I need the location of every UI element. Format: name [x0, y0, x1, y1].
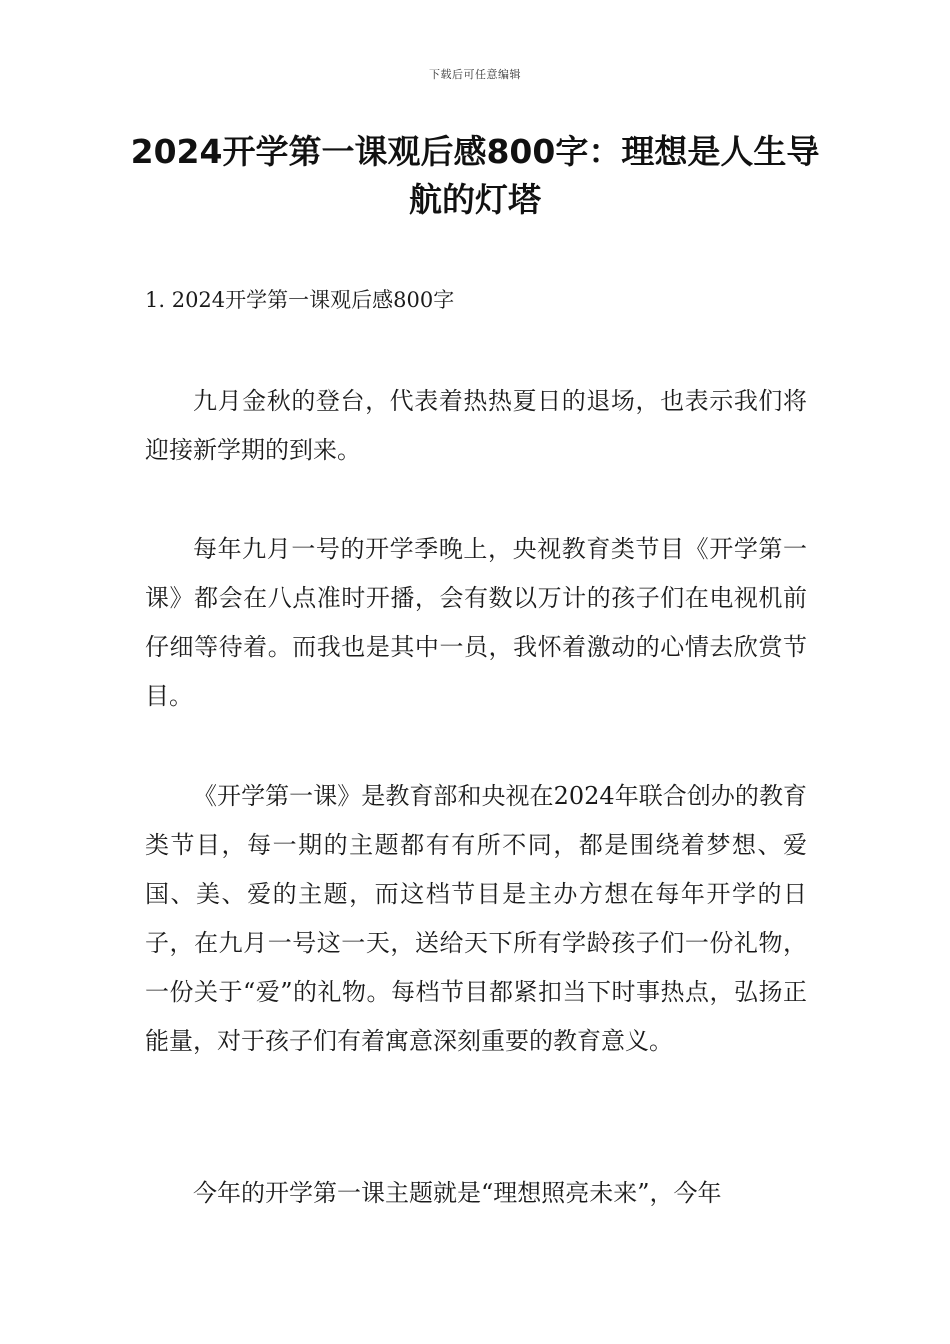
- paragraph-1: 九月金秋的登台，代表着热热夏日的退场，也表示我们将迎接新学期的到来。: [145, 387, 807, 464]
- document-title: 2024开学第一课观后感800字：理想是人生导航的灯塔: [130, 132, 820, 219]
- paragraph-4: 今年的开学第一课主题就是“理想照亮未来”，今年: [193, 1179, 722, 1207]
- paragraph-3: 《开学第一课》是教育部和央视在2024年联合创办的教育类节目，每一期的主题都有有所不同，都是围绕着梦想、爱国、美、爱的主题，而这档节目是主办方想在每年开学的日子，在九月一号这一天，送给天下所有学龄孩子们一份礼物，一份关于“爱”的礼物。每档节目都紧扣当下时事热点，弘扬正能量，对于孩子们有着寓意深刻重要的教育意义。: [145, 782, 807, 1055]
- section-heading: 1. 2024开学第一课观后感800字: [145, 288, 455, 312]
- paragraph-2: 每年九月一号的开学季晚上，央视教育类节目《开学第一课》都会在八点准时开播，会有数以万计的孩子们在电视机前仔细等待着。而我也是其中一员，我怀着激动的心情去欣赏节目。: [145, 535, 807, 710]
- header-note: 下载后可任意编辑: [429, 68, 521, 81]
